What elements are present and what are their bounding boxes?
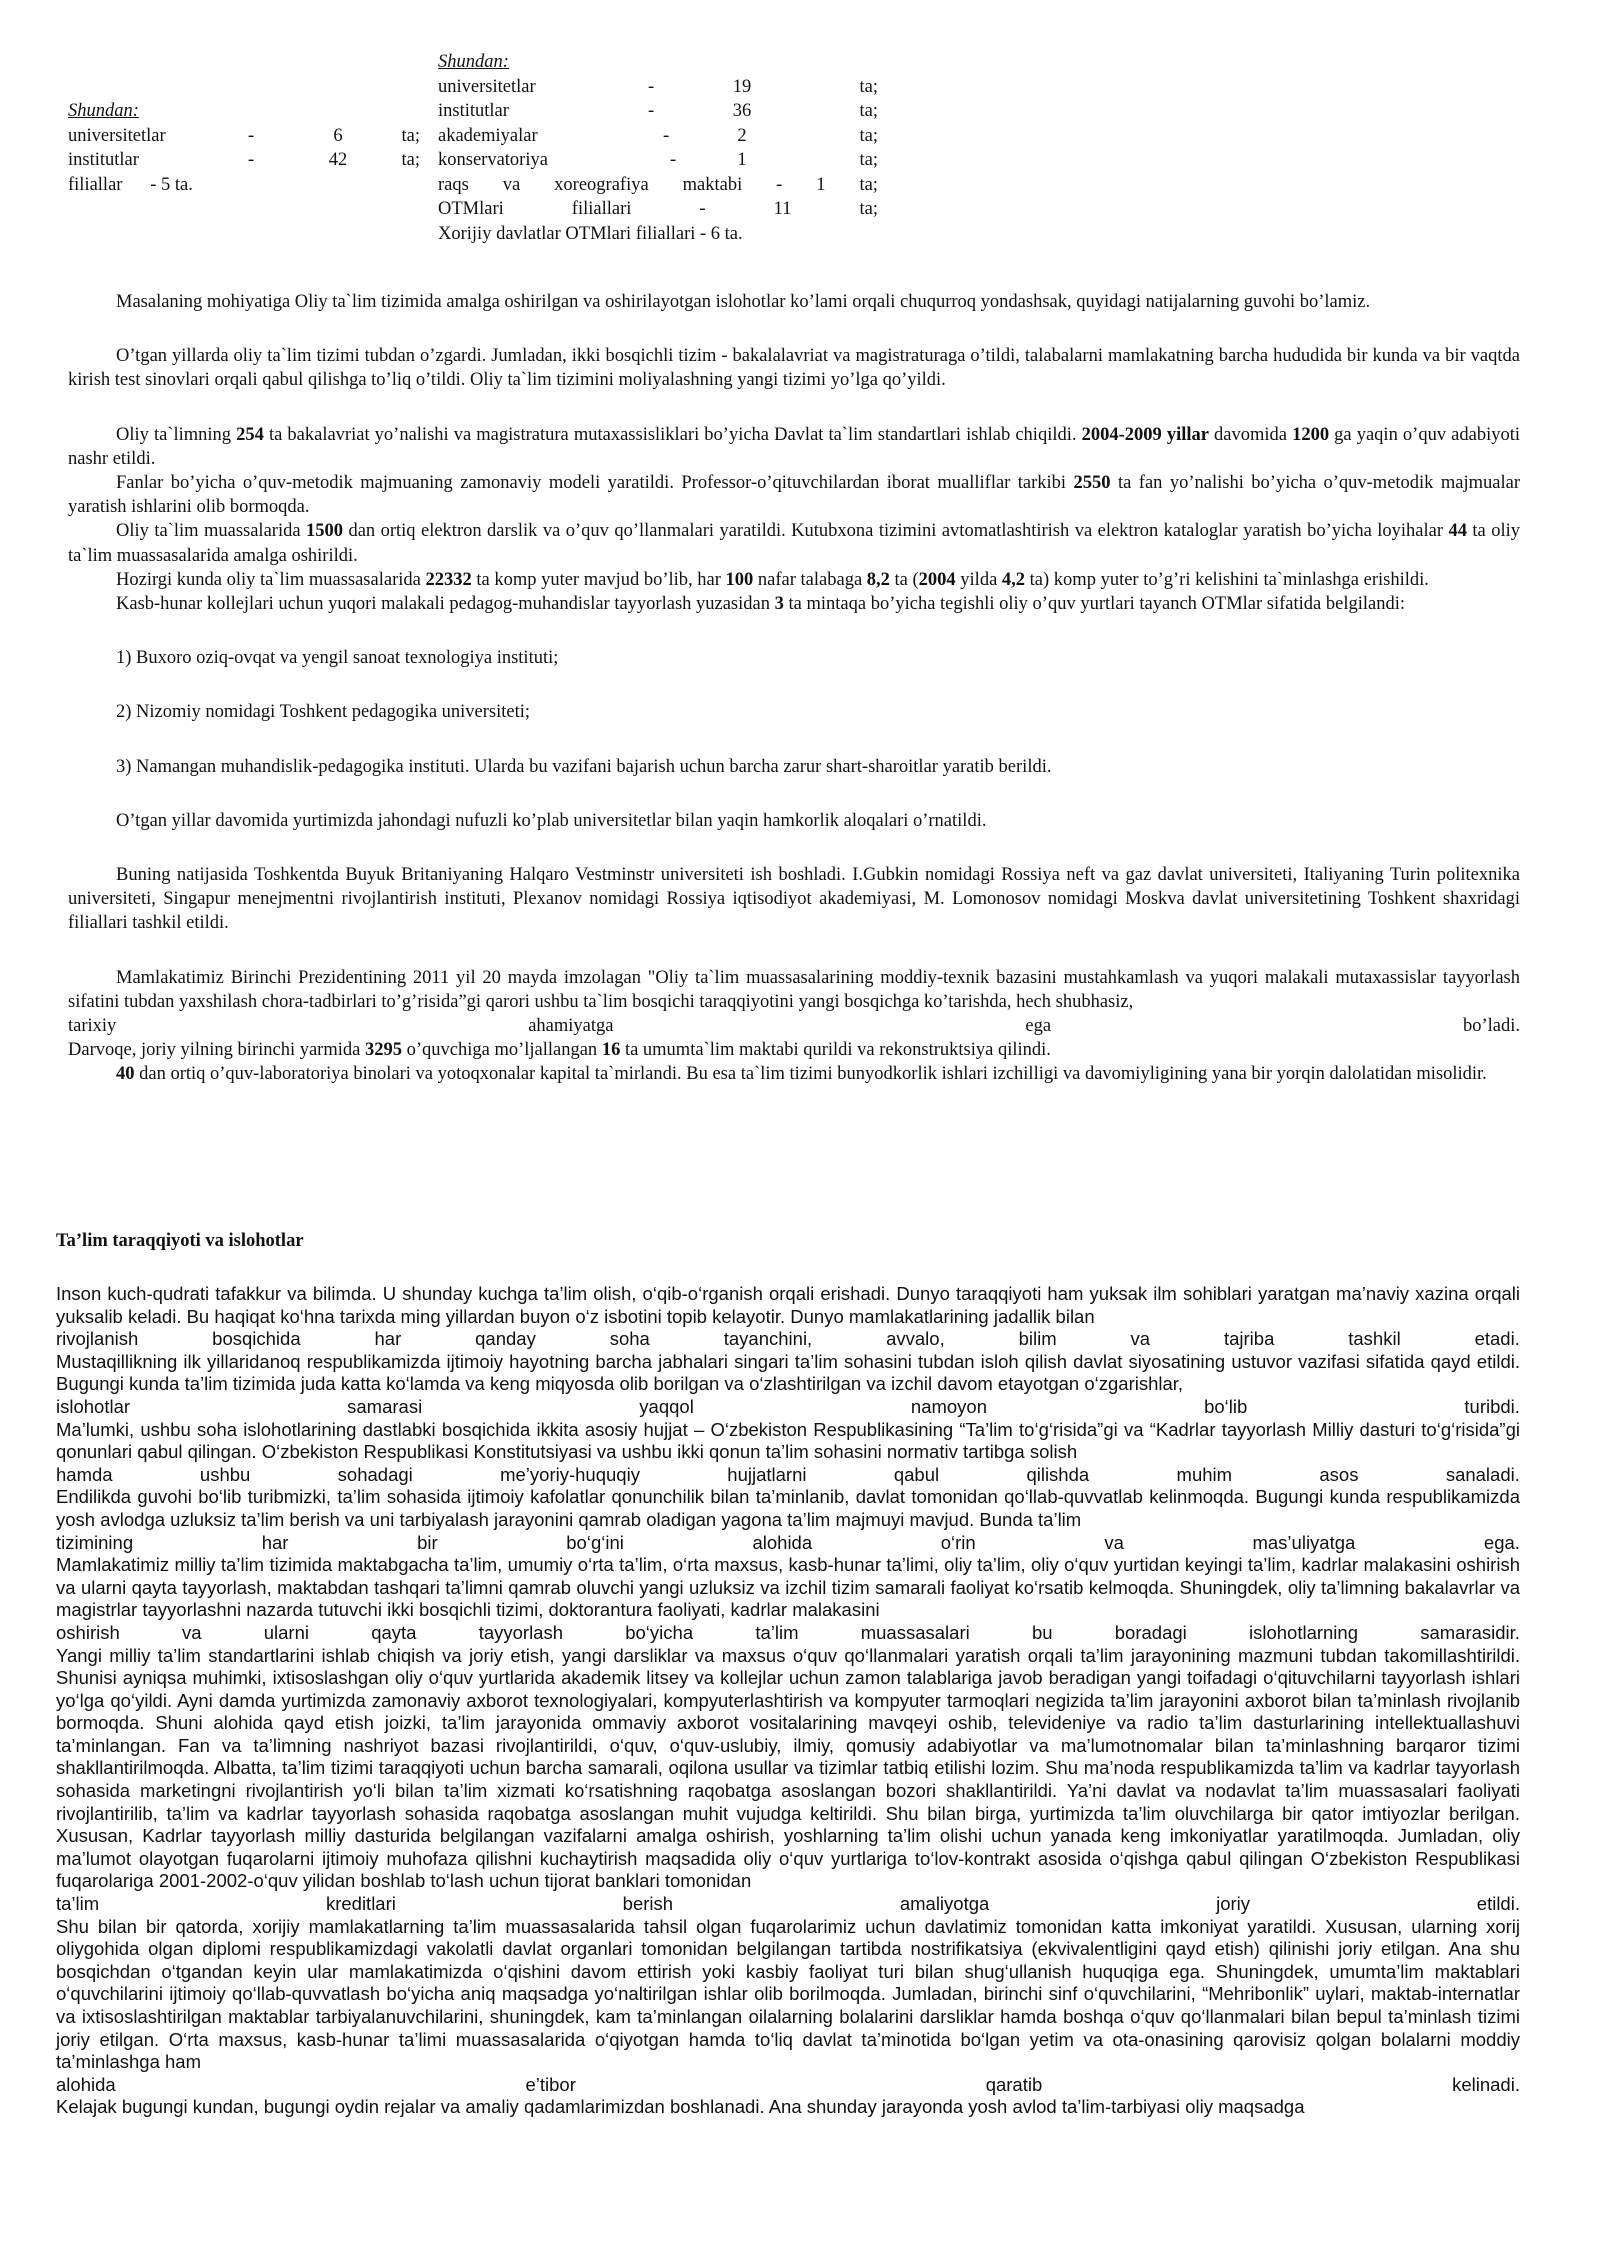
stats-row: universitetlar - 6 ta; [68,125,420,146]
paragraph: Masalaning mohiyatiga Oliy ta`lim tizimida amalga oshirilgan va oshirilayotgan islohotlar ko’lami orqali chuqurroq yondashsak, quyidagi natijalarning guvohi bo’lamiz. [116,292,1371,312]
paragraph: Mustaqillikning ilk yillaridanoq respublikamizda ijtimoiy hayotning barcha jabhalari singari ta’lim sohasini tubdan isloh qilish davlat siyosatining ustuvor vazifasi sifatida qayd etildi. Bugungi kunda ta’lim tizimida juda katta ko‘lamda va keng miqyosda olib borilgan va o‘zlashtirilgan va izchil davom etayotgan o‘zgarishlar, [56,1350,1520,1395]
paragraph: Kasb-hunar kollejlari uchun yuqori malakali pedagog-muhandislar tayyorlash yuzasidan 3 ta mintaqa bo’yicha tegishli oliy o’quv yurtlari tayanch OTMlar sifatida belgilandi: [116,594,1405,615]
stats-right-column [438,50,878,246]
paragraph: O’tgan yillar davomida yurtimizda jahondagi nufuzli ko’plab universitetlar bilan yaqin hamkorlik aloqalari o’rnatildi. [116,810,987,831]
paragraph-last-line: islohotlar samarasi yaqqol namoyon bo‘lib turibdi. [56,1395,1520,1417]
paragraph: Darvoqe, joriy yilning birinchi yarmida 3295 o’quvchiga mo’ljallangan 16 ta umumta`lim maktabi qurildi va rekonstruktsiya qilindi. [68,1040,1051,1061]
paragraph: Mamlakatimiz milliy ta’lim tizimida maktabgacha ta’lim, umumiy o‘rta ta’lim, o‘rta maxsus, kasb-hunar ta’limi, oliy ta’lim, oliy o‘quv yurtidan keyingi ta’lim, kadrlar malakasini oshirish va ularni qayta tayyorlash, maktabdan tashqari ta’limni qamrab oluvchi yangi uzluksiz va izchil tizim samarali faoliyat ko‘rsatib kelmoqda. Shuningdek, oliy ta’limning bakalavrlar va magistrlar tayyorlashni nazarda tutuvchi ikki bosqichli tizimi, doktorantura faoliyati, kadrlar malakasini [56,1554,1520,1621]
stats-right-heading: Shundan: [438,52,509,72]
stats-row: institutlar - 42 ta; [68,150,420,170]
paragraph: Hozirgi kunda oliy ta`lim muassasalarida 22332 ta komp yuter mavjud bo’lib, har 100 nafar talabaga 8,2 ta (2004 yilda 4,2 ta) komp yuter to’g’ri kelishini ta`minlashga erishildi. [116,569,1429,590]
paragraph: Ma’lumki, ushbu soha islohotlarining dastlabki bosqichida ikkita asosiy hujjat – O‘zbekiston Respublikasining “Ta’lim to‘g‘risida”gi va “Kadrlar tayyorlash Milliy dasturi to‘g‘risida”gi qonunlari qabul qilingan. O‘zbekiston Respublikasi Konstitutsiyasi va ushbu ikki qonun ta’lim sohasini normativ tartibga solish [56,1418,1520,1463]
paragraph-last-line: tizimining har bir bo‘g‘ini alohida o‘rin va mas’uliyatga ega. [56,1531,1520,1553]
stats-row: akademiyalar - 2 ta; [438,125,878,146]
paragraph: Yangi milliy ta’lim standartlarini ishlab chiqish va joriy etish, yangi darsliklar va maxsus o‘quv qo‘llanmalari yaratish orqali ta’lim jarayonining mazmuni tubdan takomillashtirildi. Shunisi ayniqsa muhimki, ixtisoslashgan oliy o‘quv yurtlarida akademik litsey va kollejlar uchun zamon talablariga javob beradigan yangi toifadagi o‘qituvchilarni tayyorlash ishlari yo‘lga qo‘yildi. Ayni damda yurtimizda zamonaviy axborot texnologiyalari, kompyuterlashtirish va kompyuter tarmoqlari negizida ta’lim jarayonini axborot bilan ta’minlash rivojlanib bormoqda. Shuni alohida qayd etish joizki, ta’lim jarayonida ommaviy axborot vositalarining mavqeyi oshib, televideniye va radio ta’lim dasturlarining intellektuallashuvi ta’minlangan. Fan va ta’limning nashriyot bazasi rivojlantirildi, o‘quv, o‘quv-uslubiy, ilmiy, qomusiy adabiyotlar va ma’lumotnomalar bilan ta’minlashning barqaror tizimi shakllantirilmoqda. Albatta, ta’lim tizimi taraqqiyoti uchun barcha samarali, oqilona usullar va tizimlar tatbiq etilishi lozim. Shu ma’noda respublikamizda ta’lim va kadrlar tayyorlash sohasida marketingni rivojlantirish yo‘li bilan ta’lim xizmati ko‘rsatishning raqobatga asoslangan bozori shakllantirildi. Ya’ni davlat va nodavlat ta’lim muassasalari faoliyati rivojlantirilib, ta’lim va kadrlar tayyorlash sohasida raqobatga asoslangan muhit vujudga keltirildi. Shu bilan birga, yurtimizda ta’lim oluvchilarga bir qator imtiyozlar berilgan. Xususan, Kadrlar tayyorlash milliy dasturida belgilangan vazifalarni amalga oshirish, yoshlarning ta’lim olishi uchun yanada keng imkoniyatlar yaratilmoqda. Jumladan, oliy ma’lumot olayotgan fuqarolarni ijtimoiy muhofaza qilishni kuchaytirish maqsadida oliy o‘quv yurtlariga to‘lov-kontrakt asosida o‘qishga qabul qilingan O‘zbekiston Respublikasi fuqarolariga 2001-2002-o‘quv yilidan boshlab to‘lash uchun tijorat banklari tomonidan [56,1644,1520,1892]
section-heading: Ta’lim taraqqiyoti va islohotlar [56,1231,304,1251]
main-text-serif [68,290,1520,1087]
paragraph-last-line: ta’lim kreditlari berish amaliyotga joriy etildi. [56,1893,1520,1915]
paragraph: O’tgan yillarda oliy ta`lim tizimi tubdan o’zgardi. Jumladan, ikki bosqichli tizim - bakalalavriat va magistraturaga o’tildi, talabalarni mamlakatning barcha hududida bir kunda va bir vaqtda kirish test sinovlari orqali qabul qilishga to’liq o’tildi. Oliy ta`lim tizimini moliyalashning yangi tizimi yo’lga qo’yildi. [68,346,1520,391]
paragraph: Inson kuch-qudrati tafakkur va bilimda. U shunday kuchga ta’lim olish, o‘qib-o‘rganish orqali erishadi. Dunyo taraqqiyoti ham yuksak ilm sohiblari yaratgan ma’naviy xazina orqali yuksalib keladi. Bu haqiqat ko‘hna tarixda ming yillardan buyon o‘z isbotini topib kelayotir. Dunyo mamlakatlarining jadallik bilan [56,1283,1520,1327]
stats-row-raqs: raqs va xoreografiya maktabi - 1 ta; [438,174,878,195]
stats-row: universitetlar - 19 ta; [438,76,878,97]
stats-row: institutlar - 36 ta; [438,101,878,121]
paragraph-last-line: tarixiy ahamiyatga ega bo’ladi. [68,1016,1520,1037]
statistics-block [68,48,1188,248]
stats-left-column [68,99,420,197]
paragraph: Shu bilan bir qatorda, xorijiy mamlakatlarning ta’lim muassasalarida tahsil olgan fuqarolarimiz uchun davlatimiz tomonidan katta imkoniyat yaratildi. Xususan, ularning xorij oliygohida olgan diplomi respublikamizdagi vakolatli davlat organlari tomonidan belgilangan tartibda nostrifikatsiya (ekvivalentligini qayd etish) qilinishi joriy etilgan. Ana shu bosqichdan o‘tgandan keyin ular mamlakatimizda o‘qishini davom ettirish yoki kasbiy faoliyat turi bilan shug‘ullanish huquqiga ega. Shuningdek, umumta’lim maktablari o‘quvchilarini ijtimoiy qo‘llab-quvvatlash bo‘yicha aniq maqsadga yo‘naltirilgan ishlar olib borilmoqda. Jumladan, birinchi sinf o‘quvchilarini, “Mehribonlik” uylari, maktab-internatlar va ixtisoslashtirilgan maktablar tarbiyalanuvchilarini, shuningdek, kam ta’minlangan oilalarning bolalarini darsliklar hamda boshqa o‘quv qo‘llanmalari bilan bepul ta’minlash tizimi joriy etilgan. O‘rta maxsus, kasb-hunar ta’limi muassasalarida o‘qiyotgan hamda to‘liq davlat ta’minotida bo‘lgan yetim va ota-onasining qarovisiz qolgan bolalarni moddiy ta’minlashga ham [56,1915,1520,2073]
list-item: 3) Namangan muhandislik-pedagogika instituti. Ularda bu vazifani bajarish uchun barcha zarur shart-sharoitlar yaratib berildi. [116,756,1052,777]
stats-right-last: Xorijiy davlatlar OTMlari filiallari - 6 ta. [438,223,743,244]
paragraph: Buning natijasida Toshkentda Buyuk Britaniyaning Halqaro Vestminstr universiteti ish boshladi. I.Gubkin nomidagi Rossiya neft va gaz davlat universiteti, Italiyaning Turin politexnika universiteti, Singapur menejmentni rivojlantirish instituti, Plexanov nomidagi Rossiya iqtisodiyot akademiyasi, M. Lomonosov nomidagi Moskva davlat universitetining Toshkent shaxridagi filiallari tashkil etildi. [68,865,1520,934]
paragraph-last-line: oshirish va ularni qayta tayyorlash bo‘yicha ta’lim muassasalari bu boradagi islohotlarning samarasidir. [56,1621,1520,1643]
list-item: 2) Nizomiy nomidagi Toshkent pedagogika universiteti; [116,702,531,723]
paragraph-last-line: hamda ushbu sohadagi me’yoriy-huquqiy hujjatlarni qabul qilishda muhim asos sanaladi. [56,1463,1520,1485]
stats-left-last: filiallar - 5 ta. [68,174,193,195]
stats-row: konservatoriya - 1 ta; [438,150,878,170]
paragraph: Endilikda guvohi bo‘lib turibmizki, ta’lim sohasida ijtimoiy kafolatlar qonunchilik bilan ta’minlanib, davlat tomonidan qo‘llab-quvvatlab kelinmoqda. Bugungi kunda respublikamizda yosh avlodga uzluksiz ta’lim berish va uni tarbiyalash jarayonini qamrab oladigan yagona ta’lim majmuyi mavjud. Bunda ta’lim [56,1486,1520,1530]
paragraph: Oliy ta`lim muassalarida 1500 dan ortiq elektron darslik va o’quv qo’llanmalari yaratildi. Kutubxona tizimini avtomatlashtirish va elektron kataloglar yaratish bo’yicha loyihalar 44 ta oliy ta`lim muassasalarida amalga oshirildi. [68,521,1520,566]
list-item: 1) Buxoro oziq-ovqat va yengil sanoat texnologiya instituti; [116,648,559,669]
paragraph: Oliy ta`limning 254 ta bakalavriat yo’nalishi va magistratura mutaxassisliklari bo’yicha Davlat ta`lim standartlari ishlab chiqildi. 2004-2009 yillar davomida 1200 ga yaqin o’quv adabiyoti nashr etildi. [68,424,1520,469]
stats-row-otm: OTMlari filiallari - 11 ta; [438,199,878,219]
paragraph: Mamlakatimiz Birinchi Prezidentining 2011 yil 20 mayda imzolagan "Oliy ta`lim muassasalarining moddiy-texnik bazasini mustahkamlash va yuqori malakali mutaxassislar tayyorlash sifatini tubdan yaxshilash chora-tadbirlari to’g’risida”gi qarori ushbu ta`lim bosqichi taraqqiyotini yangi bosqichga ko’tarishda, hech shubhasiz, [68,967,1520,1012]
paragraph-last-line: rivojlanish bosqichida har qanday soha tayanchini, avvalo, bilim va tajriba tashkil etadi. [56,1328,1520,1350]
stats-left-heading: Shundan: [68,101,139,121]
main-text-sans [56,1283,1520,2119]
paragraph-last-line: alohida e’tibor qaratib kelinadi. [56,2073,1520,2095]
paragraph: Fanlar bo’yicha o’quv-metodik majmuaning zamonaviy modeli yaratildi. Professor-o’qituvchilardan iborat mualliflar tarkibi 2550 ta fan yo’nalishi bo’yicha o’quv-metodik majmualar yaratish ishlarini olib bormoqda. [68,473,1520,518]
paragraph: 40 dan ortiq o’quv-laboratoriya binolari va yotoqxonalar kapital ta`mirlandi. Bu esa ta`lim tizimi bunyodkorlik ishlari izchilligi va davomiyligining yana bir yorqin dalolatidan misolidir. [116,1064,1487,1085]
paragraph: Kelajak bugungi kundan, bugungi oydin rejalar va amaliy qadamlarimizdan boshlanadi. Ana shunday jarayonda yosh avlod ta’lim-tarbiyasi oliy maqsadga [56,2096,1305,2118]
